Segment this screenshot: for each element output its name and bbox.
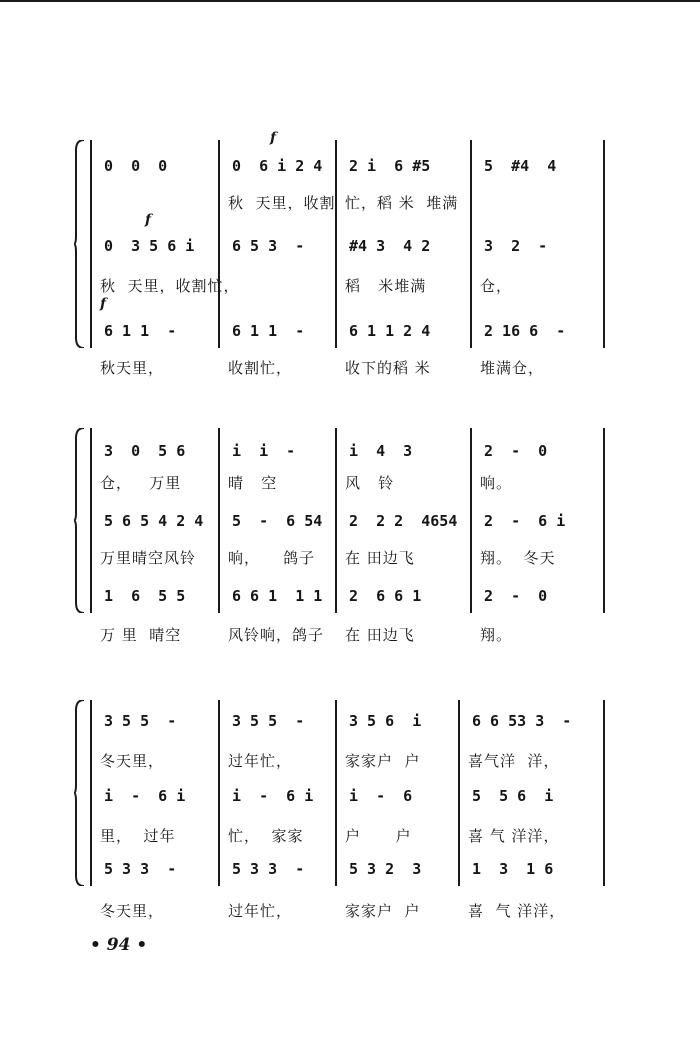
note-group: 6 1 1 2 4	[349, 322, 431, 340]
note-group: 6 5 3 -	[232, 237, 305, 255]
barline	[90, 428, 92, 613]
barline	[335, 428, 337, 613]
page-number: • 94 •	[90, 935, 148, 955]
lyric-text: 冬天里，	[100, 902, 165, 920]
note-group: 3 5 5 -	[232, 712, 305, 730]
note-group: 6 1 1 -	[104, 322, 177, 340]
lyric-text: 秋 天里，收割忙，	[100, 277, 240, 295]
note-group: 0 3 5 6 i	[104, 237, 195, 255]
barline	[603, 140, 605, 348]
lyric-text: 里， 过年	[100, 827, 176, 845]
note-group: 6 6 53 3 -	[472, 712, 572, 730]
lyric-text: 在 田边飞	[345, 626, 415, 644]
lyric-text: 堆满仓，	[480, 359, 545, 377]
note-group: 3 0 5 6	[104, 442, 186, 460]
note-group: i i -	[232, 442, 296, 460]
lyric-text: 冬天里，	[100, 752, 165, 770]
lyric-text: 收下的稻 米	[345, 359, 431, 377]
lyric-text: 过年忙，	[228, 902, 293, 920]
note-group: 6 6 1 1 1	[232, 587, 323, 605]
note-group: #4 3 4 2	[349, 237, 431, 255]
lyric-text: 稻 米堆满	[345, 277, 427, 295]
lyric-text: 收割忙，	[228, 359, 293, 377]
note-group: 5 3 3 -	[232, 860, 305, 878]
note-group: 5 - 6 54	[232, 512, 323, 530]
note-group: i - 6 i	[104, 787, 186, 805]
note-group: 2 6 6 1	[349, 587, 422, 605]
note-group: 0 0 0	[104, 157, 168, 175]
barline	[335, 140, 337, 348]
lyric-text: 过年忙，	[228, 752, 293, 770]
lyric-text: 仓， 万里	[100, 474, 182, 492]
note-group: 3 5 5 -	[104, 712, 177, 730]
note-group: 2 - 0	[484, 442, 548, 460]
note-group: 5 6 5 4 2 4	[104, 512, 204, 530]
note-group: 2 - 6 i	[484, 512, 566, 530]
lyric-text: 家家户 户	[345, 902, 421, 920]
note-group: 5 5 6 i	[472, 787, 554, 805]
lyric-text: 风 铃	[345, 474, 395, 492]
note-group: 2 2 2 4654	[349, 512, 458, 530]
barline	[458, 700, 460, 886]
barline	[218, 428, 220, 613]
barline	[90, 700, 92, 886]
note-group: 6 1 1 -	[232, 322, 305, 340]
note-group: 5 3 3 -	[104, 860, 177, 878]
page-top-rule	[0, 0, 700, 2]
barline	[603, 428, 605, 613]
barline	[335, 700, 337, 886]
lyric-text: 晴 空	[228, 474, 278, 492]
barline	[603, 700, 605, 886]
barline	[470, 428, 472, 613]
note-group: i 4 3	[349, 442, 413, 460]
barline	[218, 140, 220, 348]
note-group: 1 3 1 6	[472, 860, 554, 878]
note-group: i - 6	[349, 787, 413, 805]
lyric-text: 秋天里，	[100, 359, 165, 377]
dynamic-forte: f	[145, 212, 152, 228]
note-group: 2 i 6 #5	[349, 157, 431, 175]
lyric-text: 喜 气 洋洋，	[468, 902, 566, 920]
lyric-text: 户 户	[345, 827, 412, 845]
note-group: 2 - 0	[484, 587, 548, 605]
note-group: 3 2 -	[484, 237, 548, 255]
lyric-text: 忙， 家家	[228, 827, 304, 845]
note-group: 5 #4 4	[484, 157, 557, 175]
lyric-text: 响， 鸽子	[228, 549, 316, 567]
lyric-text: 喜 气 洋洋，	[468, 827, 560, 845]
lyric-text: 在 田边飞	[345, 549, 415, 567]
lyric-text: 翔。 冬天	[480, 549, 556, 567]
lyric-text: 秋 天里，收割	[228, 194, 336, 212]
lyric-text: 喜气洋 洋，	[468, 752, 560, 770]
lyric-text: 忙，稻 米 堆满	[345, 194, 459, 212]
note-group: 2 16 6 -	[484, 322, 566, 340]
system-brace	[74, 700, 86, 886]
dynamic-forte: f	[270, 130, 277, 146]
system-brace	[74, 428, 86, 613]
lyric-text: 风铃响，鸽子	[228, 626, 325, 644]
lyric-text: 万里晴空风铃	[100, 549, 197, 567]
lyric-text: 万 里 晴空	[100, 626, 182, 644]
note-group: 0 6 i 2 4	[232, 157, 323, 175]
note-group: 3 5 6 i	[349, 712, 422, 730]
system-brace	[74, 140, 86, 348]
lyric-text: 家家户 户	[345, 752, 421, 770]
lyric-text: 翔。	[480, 626, 513, 644]
lyric-text: 仓，	[480, 277, 513, 295]
lyric-text: 响。	[480, 474, 513, 492]
barline	[218, 700, 220, 886]
barline	[470, 140, 472, 348]
barline	[90, 140, 92, 348]
dynamic-forte: f	[100, 296, 107, 312]
note-group: i - 6 i	[232, 787, 314, 805]
note-group: 1 6 5 5	[104, 587, 186, 605]
note-group: 5 3 2 3	[349, 860, 422, 878]
